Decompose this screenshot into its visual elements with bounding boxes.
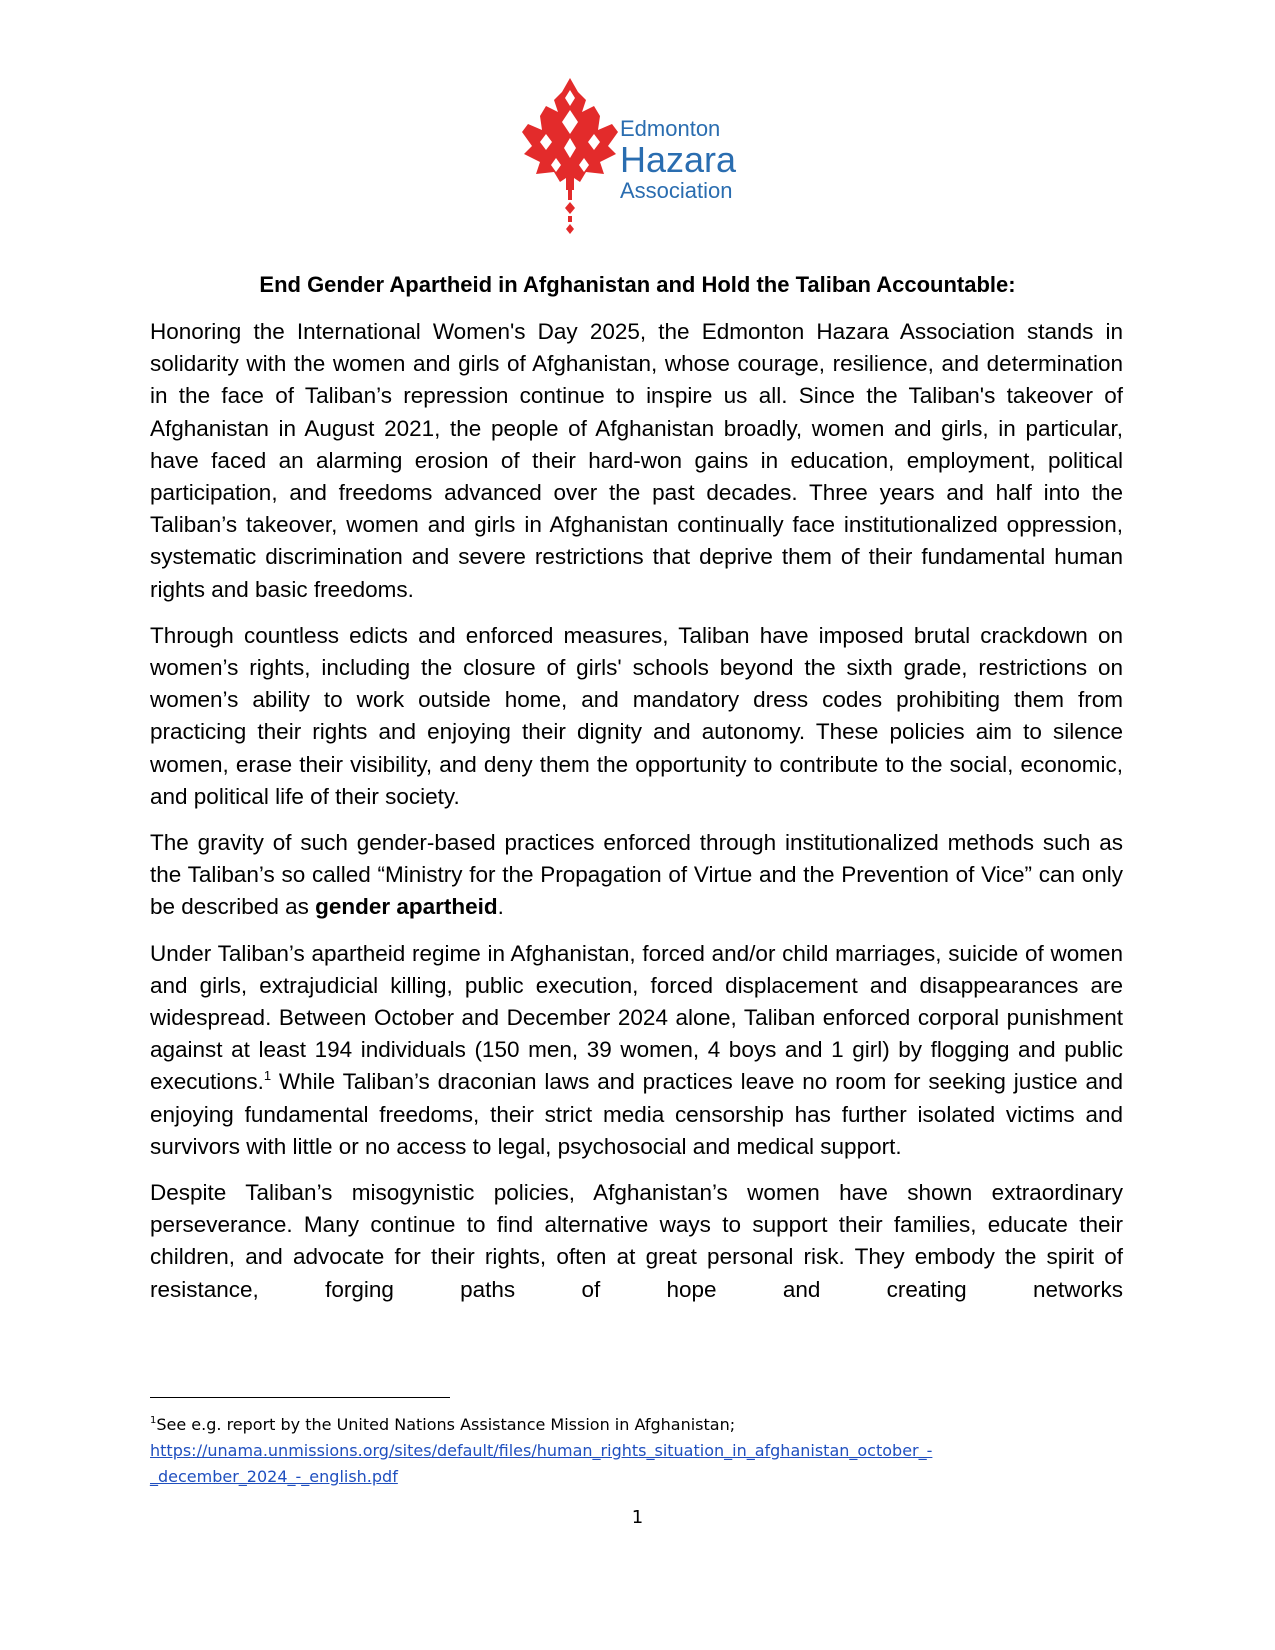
footnote-link[interactable]: https://unama.unmissions.org/sites/default/files/human_rights_situation_in_afghanistan_october_- [150,1441,933,1460]
footnote-link-continued[interactable]: _december_2024_-_english.pdf [150,1467,398,1486]
edmonton-hazara-association-logo [520,78,760,250]
paragraph-5: Despite Taliban’s misogynistic policies, Afghanistan’s women have shown extraordinary perseverance. Many continue to find alternative ways to support their families, educate their children, and advocate for their rights, often at great personal risk. They embody the spirit of resistance, forging paths of hope and creating networks [150,1180,1123,1302]
paragraph-3 [150,827,1123,924]
document-title: End Gender Apartheid in Afghanistan and Hold the Taliban Accountable: [259,272,1016,297]
paragraph-4-text: Under Taliban’s apartheid regime in Afghanistan, forced and/or child marriages, suicide of women and girls, extrajudicial killing, public execution, forced displacement and disappearances are widespread. Between October and December 2024 alone, Taliban enforced corporal punishment against at least 194 individuals (150 men, 39 women, 4 boys and 1 girl) by flogging and public executions. [150,940,1123,1095]
footnote-reference[interactable]: 1 [263,1068,272,1084]
paragraph-3-text: The gravity of such gender-based practices enforced through institutionalized methods such as the Taliban’s so called “Ministry for the Propagation of Virtue and the Prevention of Vice” can only be described as [150,830,1123,920]
footnote-text-line [150,1412,1130,1438]
maple-leaf-icon [520,78,620,250]
logo-text-hazara: Hazara [620,139,737,180]
logo-text-association: Association [620,178,733,203]
logo-text-edmonton: Edmonton [620,116,721,141]
gender-apartheid-emphasis: gender apartheid [315,894,498,920]
footnote [150,1412,1130,1490]
paragraph-2: Through countless edicts and enforced measures, Taliban have imposed brutal crackdown on women’s rights, including the closure of girls' schools beyond the sixth grade, restrictions on women’s ability to work outside home, and mandatory dress codes prohibiting them from practicing their rights and enjoying their dignity and autonomy. These policies aim to silence women, erase their visibility, and deny them the opportunity to contribute to the social, economic, and political life of their society. [150,622,1123,809]
paragraph-4 [150,938,1123,1163]
footnote-link-line-1[interactable] [150,1438,1130,1464]
footnote-link-line-2[interactable] [150,1464,1130,1490]
page-number: 1 [631,1507,644,1528]
footnote-text: See e.g. report by the United Nations Assistance Mission in Afghanistan; [156,1415,736,1434]
paragraph-3-end: . [497,894,504,920]
footnote-separator [150,1397,450,1398]
footnote-marker: 1 [150,1415,157,1426]
document-body [150,316,1123,1306]
paragraph-4-continued: While Taliban’s draconian laws and practices leave no room for seeking justice and enjoying fundamental freedoms, their strict media censorship has further isolated victims and survivors with little or no access to legal, psychosocial and medical support. [150,1069,1123,1159]
paragraph-1: Honoring the International Women's Day 2025, the Edmonton Hazara Association stands in solidarity with the women and girls of Afghanistan, whose courage, resilience, and determination in the face of Taliban’s repression continue to inspire us all. Since the Taliban's takeover of Afghanistan in August 2021, the people of Afghanistan broadly, women and girls, in particular, have faced an alarming erosion of their hard-won gains in education, employment, political participation, and freedoms advanced over the past decades. Three years and half into the Taliban’s takeover, women and girls in Afghanistan continually face institutionalized oppression, systematic discrimination and severe restrictions that deprive them of their fundamental human rights and basic freedoms. [150,319,1123,602]
